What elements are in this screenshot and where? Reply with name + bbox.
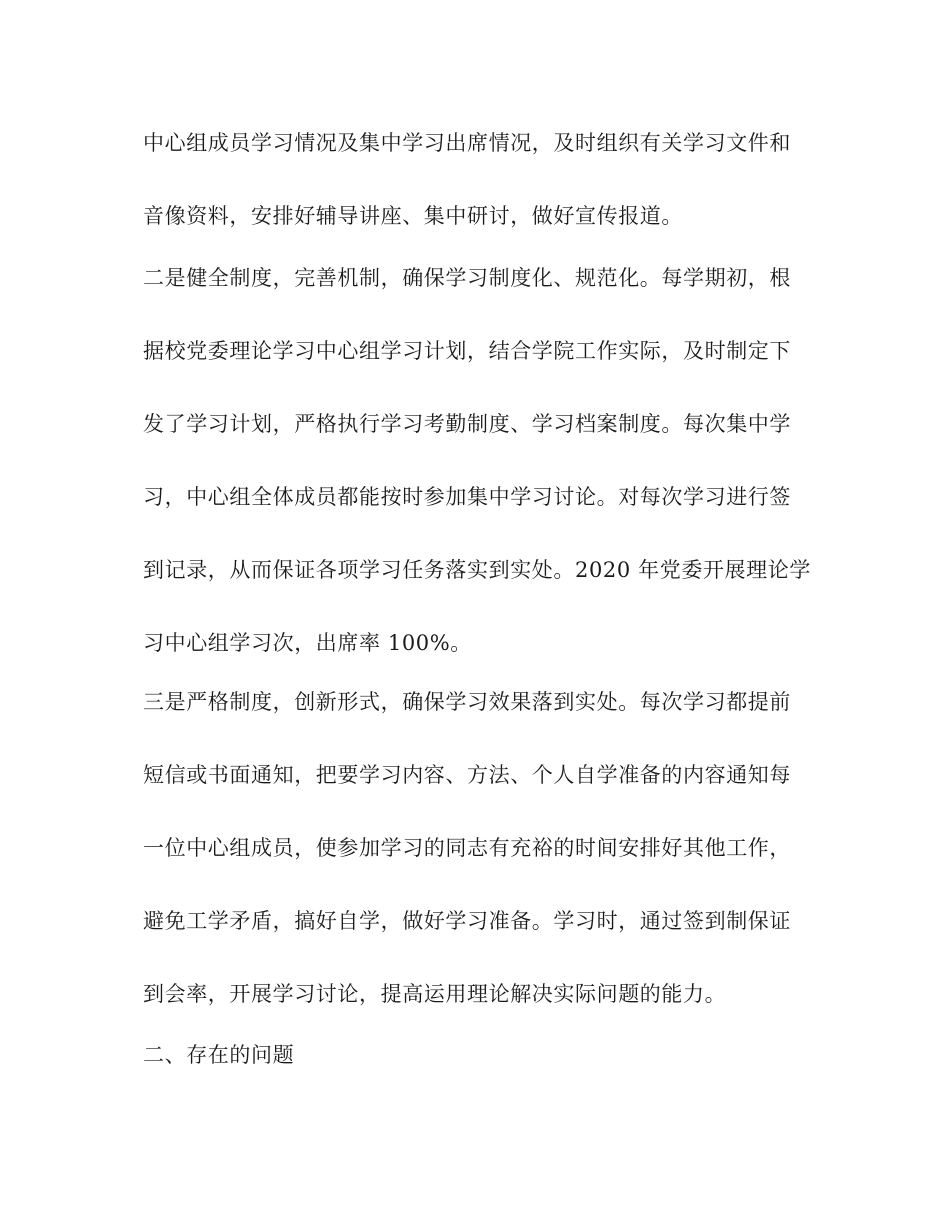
paragraph-line-8: 习中心组学习次，出席率 100%。 — [143, 631, 472, 655]
paragraph-line-7: 到记录，从而保证各项学习任务落实到实处。2020 年党委开展理论学 — [143, 558, 811, 582]
paragraph-line-5: 发了学习计划，严格执行学习考勤制度、学习档案制度。每次集中学 — [143, 412, 791, 436]
paragraph-line-6: 习，中心组全体成员都能按时参加集中学习讨论。对每次学习进行签 — [143, 485, 791, 509]
paragraph-line-1: 中心组成员学习情况及集中学习出席情况，及时组织有关学习文件和 — [143, 131, 791, 155]
section-heading: 二、存在的问题 — [143, 1043, 295, 1067]
paragraph-line-3: 二是健全制度，完善机制，确保学习制度化、规范化。每学期初，根 — [143, 266, 791, 290]
paragraph-line-10: 短信或书面通知，把要学习内容、方法、个人自学准备的内容通知每 — [143, 763, 791, 787]
paragraph-line-12: 避免工学矛盾，搞好自学，做好学习准备。学习时，通过签到制保证 — [143, 909, 791, 933]
paragraph-line-4: 据校党委理论学习中心组学习计划，结合学院工作实际，及时制定下 — [143, 339, 791, 363]
paragraph-line-2: 音像资料，安排好辅导讲座、集中研讨，做好宣传报道。 — [143, 204, 683, 228]
paragraph-line-13: 到会率，开展学习讨论，提高运用理论解决实际问题的能力。 — [143, 982, 727, 1006]
paragraph-line-11: 一位中心组成员，使参加学习的同志有充裕的时间安排好其他工作， — [143, 836, 791, 860]
paragraph-line-9: 三是严格制度，创新形式，确保学习效果落到实处。每次学习都提前 — [143, 690, 791, 714]
